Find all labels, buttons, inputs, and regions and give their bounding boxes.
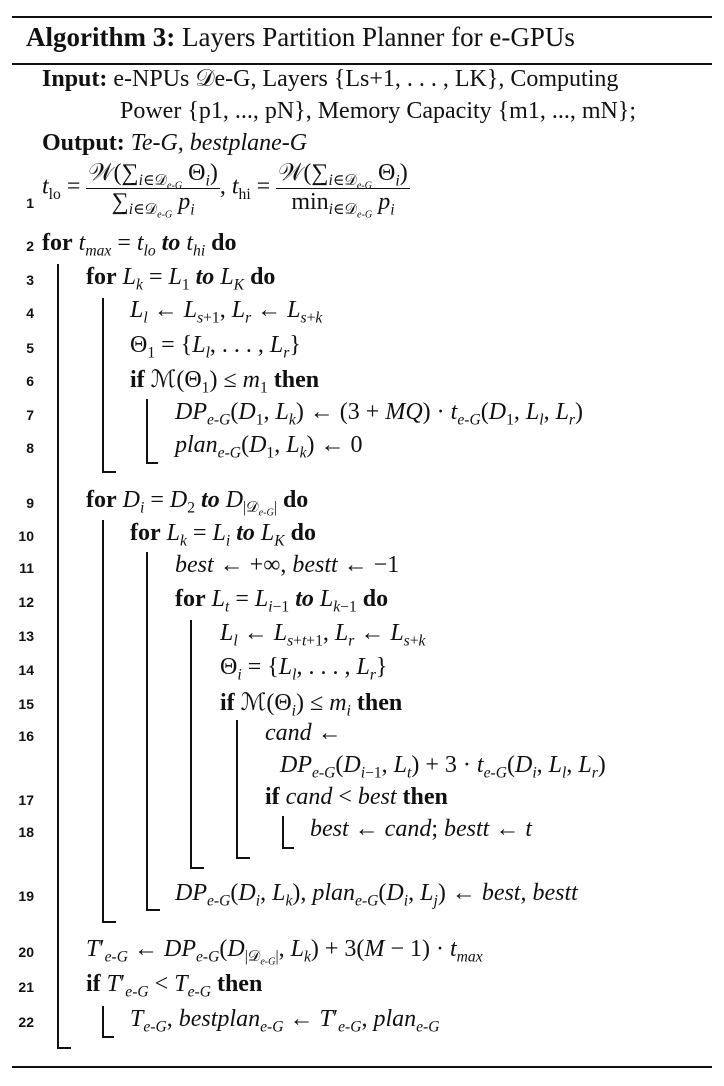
input-line-2 xyxy=(120,98,636,125)
line-number: 2 xyxy=(26,238,34,254)
code-line-7: $DP_{e-G}(D_1$, $L_k$) ← $(3 + MQ) \cdot t_{e-G}(D_1$, $L_l$, $L_r$) xyxy=(175,399,583,429)
line-number: 11 xyxy=(19,560,34,576)
line-number: 1 xyxy=(26,195,34,211)
block-bar xyxy=(146,399,148,463)
algorithm-name: Layers Partition Planner for e-GPUs xyxy=(181,22,575,52)
code-line-3: for $L_k = L_1$ to $L_K$ do xyxy=(86,264,276,294)
algorithm-label: Algorithm 3: xyxy=(26,22,176,52)
line-number: 10 xyxy=(18,528,34,544)
block-end xyxy=(57,1047,71,1049)
code-line-14: $\Theta_i = \{L_l$, . . . , $L_r$} xyxy=(220,654,388,684)
code-line-19: $DP_{e-G}(D_i$, $L_k$), $plan_{e-G}(D_i$, $L_j$) ← best, bestt xyxy=(175,880,578,910)
code-line-16-cont: $DP_{e-G}(D_{i-1}$, $L_t) + 3 \cdot t_{e-G}(D_i$, $L_l$, $L_r$) xyxy=(280,752,606,782)
line-number: 3 xyxy=(26,272,34,288)
block-bar xyxy=(102,520,104,922)
code-line-11: best ← +∞, bestt ← −1 xyxy=(175,552,400,578)
block-bar xyxy=(102,1006,104,1037)
top-rule xyxy=(12,16,712,18)
line-number: 4 xyxy=(26,305,34,321)
block-bar xyxy=(146,552,148,910)
code-line-21: if $T'_{e-G} < T_{e-G}$ then xyxy=(86,971,263,1001)
line-number: 22 xyxy=(18,1014,34,1030)
fraction: $\frac{𝒲(\sum_{i\in 𝒟_{e-G}} \Theta_i)}{\sum_{i\in 𝒟_{e-G}} p_i}$ xyxy=(88,160,218,221)
line-number: 9 xyxy=(26,495,34,511)
title-rule xyxy=(12,63,712,65)
line-number: 15 xyxy=(18,696,34,712)
code-line-5: $\Theta_1 = \{L_l$, . . . , $L_r$} xyxy=(130,332,301,362)
block-end xyxy=(146,462,158,464)
block-end xyxy=(236,857,250,859)
code-line-4: $L_l$ ← $L_{s+1}$, $L_r$ ← $L_{s+k}$ xyxy=(130,297,323,327)
line-number: 5 xyxy=(26,340,34,356)
code-line-6: if $ℳ(\Theta_1) \le m_1$ then xyxy=(130,367,320,397)
line-number: 12 xyxy=(18,594,34,610)
code-line-2: for $t_{max} = t_{lo}$ to $t_{hi}$ do xyxy=(42,230,237,260)
line-number: 7 xyxy=(26,407,34,423)
line-number: 19 xyxy=(18,888,34,904)
input-label: Input: xyxy=(42,66,108,92)
code-line-1: $t_{lo}$ = $\frac{𝒲(\sum_{i\in 𝒟_{e-G}} \Theta_i)}{\sum_{i\in 𝒟_{e-G}} p_i}$ , $t_{hi}$ = $\frac{𝒲(\sum_{i\in 𝒟_{e-G}} \Theta_i)}{\min_{i\in 𝒟_{e-G}} p_i}$ xyxy=(42,160,408,221)
code-line-20: $T'_{e-G}$ ← $DP_{e-G}(D_{|𝒟_{e-G}|}$, $L_k) + 3(M - 1) \cdot t_{max}$ xyxy=(86,936,483,968)
block-end xyxy=(282,847,294,849)
line-number: 14 xyxy=(18,662,34,678)
input-text-1: e-NPUs 𝒟e-G, Layers {Ls+1, . . . , LK}, Computing xyxy=(113,66,619,92)
block-bar xyxy=(102,298,104,472)
block-end xyxy=(102,1036,114,1038)
block-bar xyxy=(236,720,238,858)
bottom-rule xyxy=(12,1066,712,1068)
line-number: 20 xyxy=(18,944,34,960)
block-bar xyxy=(190,620,192,868)
block-end xyxy=(102,471,116,473)
code-line-12: for $L_t = L_{i-1}$ to $L_{k-1}$ do xyxy=(175,586,389,616)
input-text-2: Power {p1, ..., pN}, Memory Capacity {m1, ..., mN}; xyxy=(120,98,637,124)
code-line-16: cand ← xyxy=(265,720,342,746)
output-text: Te-G, bestplane-G xyxy=(130,130,308,156)
input-line-1 xyxy=(42,66,618,93)
code-line-17: if cand < best then xyxy=(265,784,448,810)
line-number: 13 xyxy=(18,628,34,644)
block-end xyxy=(102,921,116,923)
fraction: $\frac{𝒲(\sum_{i\in 𝒟_{e-G}} \Theta_i)}{\min_{i\in 𝒟_{e-G}} p_i}$ xyxy=(278,160,408,221)
output-line xyxy=(42,130,307,157)
code-line-15: if $ℳ(\Theta_i) \le m_i$ then xyxy=(220,690,403,720)
line-number: 6 xyxy=(26,373,34,389)
code-line-9: for $D_i = D_2$ to $D_{|𝒟_{e-G}|}$ do xyxy=(86,487,309,519)
code-line-8: $plan_{e-G}(D_1$, $L_k$) ← 0 xyxy=(175,432,363,462)
code-line-22: $T_{e-G}$, bestplan$_{e-G}$ ← $T'_{e-G}$, plan$_{e-G}$ xyxy=(130,1006,440,1036)
line-number: 17 xyxy=(18,792,34,808)
line-number: 18 xyxy=(18,824,34,840)
code-line-18: best ← cand; bestt ← t xyxy=(310,816,532,842)
line-number: 8 xyxy=(26,440,34,456)
block-bar xyxy=(57,264,59,1048)
code-line-10: for $L_k = L_i$ to $L_K$ do xyxy=(130,520,316,550)
line-number: 21 xyxy=(18,979,34,995)
block-bar xyxy=(282,816,284,848)
line-number: 16 xyxy=(18,728,34,744)
algorithm-title xyxy=(26,22,575,53)
block-end xyxy=(190,867,204,869)
output-label: Output: xyxy=(42,130,125,156)
block-end xyxy=(146,909,160,911)
code-line-13: $L_l$ ← $L_{s+t+1}$, $L_r$ ← $L_{s+k}$ xyxy=(220,620,426,650)
